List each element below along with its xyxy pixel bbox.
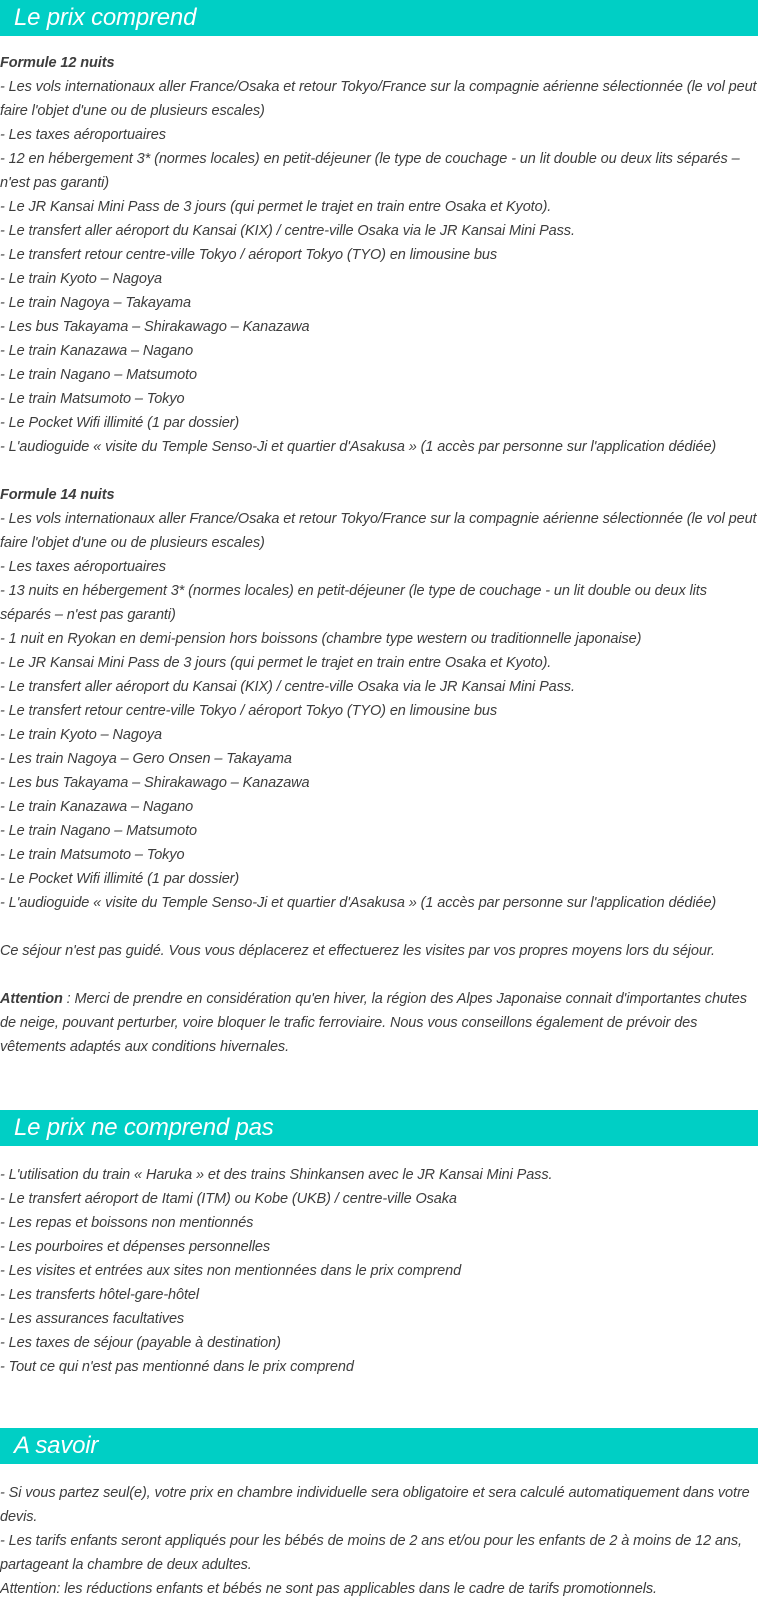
attention-text: : Merci de prendre en considération qu'en hiver, la région des Alpes Japonaise connait d'importantes chutes de neige, pouvant perturber, voire bloquer le trafic ferroviaire. Nous vous conseillons également de prévoir des vêtements adaptés aux conditions hivernales. xyxy=(0,991,747,1055)
excludes-item: - Les taxes de séjour (payable à destination) xyxy=(0,1335,281,1351)
section-header-excludes: Le prix ne comprend pas xyxy=(0,1110,758,1146)
excludes-item: - Le transfert aéroport de Itami (ITM) ou Kobe (UKB) / centre-ville Osaka xyxy=(0,1191,457,1207)
formula12-item: - Le train Nagoya – Takayama xyxy=(0,295,191,311)
attention-note xyxy=(0,987,758,1059)
formula14-item: - Le Pocket Wifi illimité (1 par dossier) xyxy=(0,871,240,887)
formula12-item: - Le train Matsumoto – Tokyo xyxy=(0,391,185,407)
excludes-item: - Les repas et boissons non mentionnés xyxy=(0,1215,254,1231)
formula14-item: - Les vols internationaux aller France/Osaka et retour Tokyo/France sur la compagnie aérienne sélectionnée (le vol peut faire l'objet d'une ou de plusieurs escales) xyxy=(0,511,757,551)
excludes-item: - Tout ce qui n'est pas mentionné dans le prix comprend xyxy=(0,1359,354,1375)
know-item: - Si vous partez seul(e), votre prix en chambre individuelle sera obligatoire et sera calculé automatiquement dans votre devis. xyxy=(0,1485,750,1525)
excludes-content xyxy=(0,1163,758,1379)
formula12-item: - 12 en hébergement 3* (normes locales) en petit-déjeuner (le type de couchage - un lit double ou deux lits séparés – n'est pas garanti) xyxy=(0,151,740,191)
formula14-item: - L'audioguide « visite du Temple Senso-Ji et quartier d'Asakusa » (1 accès par personne sur l'application dédiée) xyxy=(0,895,717,911)
formula12-item: - Le Pocket Wifi illimité (1 par dossier) xyxy=(0,415,240,431)
formula14-item: - 13 nuits en hébergement 3* (normes locales) en petit-déjeuner (le type de couchage - un lit double ou deux lits séparés – n'est pas garanti) xyxy=(0,583,707,623)
formula14-list xyxy=(0,507,758,915)
formula14-item: - Le train Kyoto – Nagoya xyxy=(0,727,162,743)
includes-content xyxy=(0,51,758,1059)
formula12-item: - Le train Kanazawa – Nagano xyxy=(0,343,194,359)
formula12-item: - Les taxes aéroportuaires xyxy=(0,127,166,143)
know-item: Attention: les réductions enfants et bébés ne sont pas applicables dans le cadre de tarifs promotionnels. xyxy=(0,1581,657,1597)
formula14-item: - Les taxes aéroportuaires xyxy=(0,559,166,575)
formula14-item: - Le transfert retour centre-ville Tokyo / aéroport Tokyo (TYO) en limousine bus xyxy=(0,703,498,719)
not-guided-note: Ce séjour n'est pas guidé. Vous vous déplacerez et effectuerez les visites par vos propres moyens lors du séjour. xyxy=(0,943,715,959)
formula12-item: - Le train Nagano – Matsumoto xyxy=(0,367,197,383)
formula12-title: Formule 12 nuits xyxy=(0,55,115,71)
excludes-list xyxy=(0,1163,758,1379)
formula14-item: - Les train Nagoya – Gero Onsen – Takayama xyxy=(0,751,292,767)
formula14-item: - Le transfert aller aéroport du Kansai (KIX) / centre-ville Osaka via le JR Kansai Mini Pass. xyxy=(0,679,575,695)
formula12-item: - Le JR Kansai Mini Pass de 3 jours (qui permet le trajet en train entre Osaka et Kyoto). xyxy=(0,199,552,215)
excludes-item: - Les visites et entrées aux sites non mentionnées dans le prix comprend xyxy=(0,1263,462,1279)
formula12-item: - Le train Kyoto – Nagoya xyxy=(0,271,162,287)
formula14-item: - Le train Kanazawa – Nagano xyxy=(0,799,194,815)
excludes-item: - Les transferts hôtel-gare-hôtel xyxy=(0,1287,199,1303)
excludes-item: - L'utilisation du train « Haruka » et des trains Shinkansen avec le JR Kansai Mini Pass. xyxy=(0,1167,553,1183)
excludes-item: - Les assurances facultatives xyxy=(0,1311,185,1327)
formula14-item: - Les bus Takayama – Shirakawago – Kanazawa xyxy=(0,775,310,791)
formula14-item: - 1 nuit en Ryokan en demi-pension hors boissons (chambre type western ou traditionnelle japonaise) xyxy=(0,631,642,647)
formula12-item: - Les vols internationaux aller France/Osaka et retour Tokyo/France sur la compagnie aérienne sélectionnée (le vol peut faire l'objet d'une ou de plusieurs escales) xyxy=(0,79,757,119)
attention-label: Attention xyxy=(0,991,63,1007)
section-header-know: A savoir xyxy=(0,1428,758,1464)
formula14-item: - Le train Nagano – Matsumoto xyxy=(0,823,197,839)
excludes-item: - Les pourboires et dépenses personnelles xyxy=(0,1239,270,1255)
formula12-list xyxy=(0,75,758,459)
section-header-includes: Le prix comprend xyxy=(0,0,758,36)
formula12-item: - Le transfert retour centre-ville Tokyo / aéroport Tokyo (TYO) en limousine bus xyxy=(0,247,498,263)
know-list xyxy=(0,1481,758,1601)
formula12-item: - Les bus Takayama – Shirakawago – Kanazawa xyxy=(0,319,310,335)
know-item: - Les tarifs enfants seront appliqués pour les bébés de moins de 2 ans et/ou pour les enfants de 2 à moins de 12 ans, partageant la chambre de deux adultes. xyxy=(0,1533,742,1573)
formula12-item: - Le transfert aller aéroport du Kansai (KIX) / centre-ville Osaka via le JR Kansai Mini Pass. xyxy=(0,223,575,239)
formula14-title: Formule 14 nuits xyxy=(0,487,115,503)
know-content xyxy=(0,1481,758,1601)
formula12-item: - L'audioguide « visite du Temple Senso-Ji et quartier d'Asakusa » (1 accès par personne sur l'application dédiée) xyxy=(0,439,717,455)
formula14-item: - Le train Matsumoto – Tokyo xyxy=(0,847,185,863)
formula14-item: - Le JR Kansai Mini Pass de 3 jours (qui permet le trajet en train entre Osaka et Kyoto). xyxy=(0,655,552,671)
